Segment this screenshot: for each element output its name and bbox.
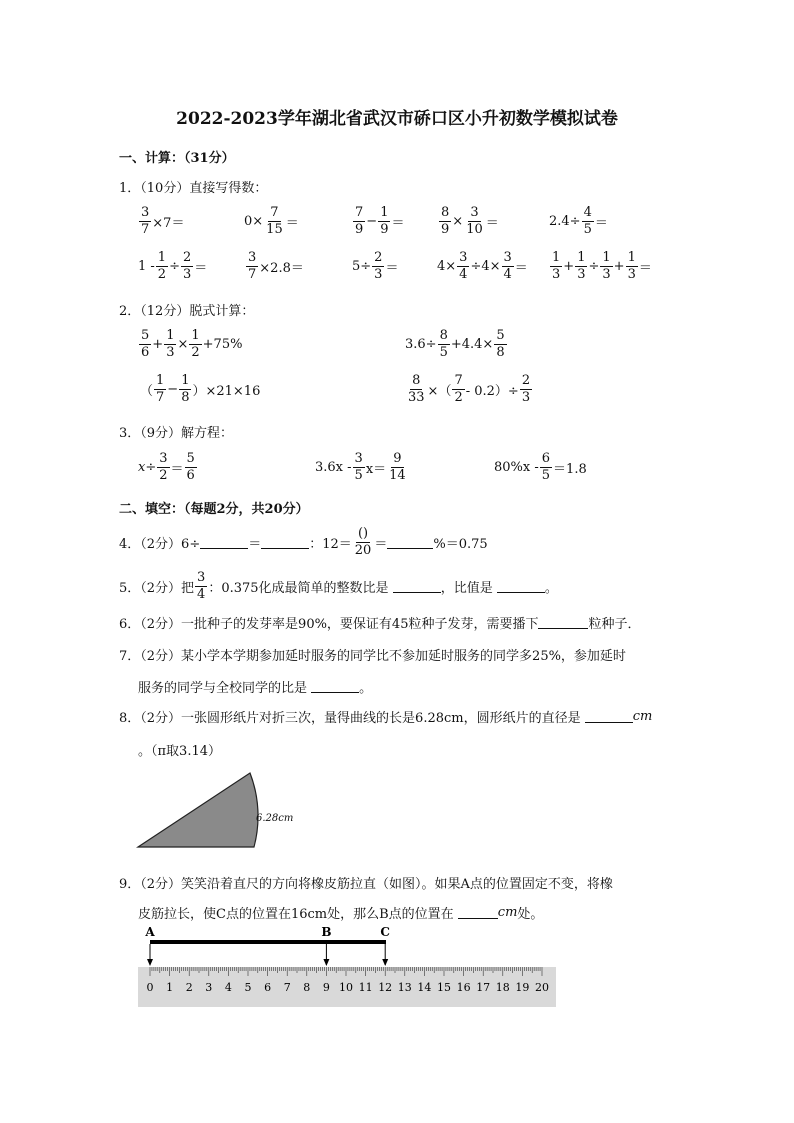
question-7-line-1: 7．（2分）某小学本学期参加延时服务的同学比不参加延时服务的同学多25%，参加延时 <box>119 649 626 664</box>
q1-item-4: $\frac{8}{9}$ × $\frac{3}{10}$ ＝ <box>441 205 499 237</box>
arrow-down-icon <box>382 959 388 966</box>
ruler-tick-label: 18 <box>495 981 510 994</box>
fraction: $\frac{3}{4}$ <box>197 570 206 602</box>
fraction: $\frac{8}{5}$ <box>439 328 448 360</box>
fraction: $\frac{7}{9}$ <box>355 205 364 237</box>
fraction: $\frac{3}{4}$ <box>503 250 512 282</box>
arrow-down-icon <box>323 959 329 966</box>
fraction: $\frac{1}{3}$ <box>627 250 636 282</box>
question-9-line-2: 皮筋拉长，使C点的位置在16cm处，那么B点的位置在 cm 处。 <box>138 905 544 922</box>
ruler-tick-label: 0 <box>146 981 154 994</box>
fraction: $\frac{5}{6}$ <box>186 451 195 483</box>
ruler-tick-label: 8 <box>303 981 311 994</box>
answer-blank[interactable] <box>538 616 588 629</box>
fraction: $\frac{1}{7}$ <box>156 373 165 405</box>
q3-equation-1: x÷ $\frac{3}{2}$ ＝ $\frac{5}{6}$ <box>138 451 195 483</box>
sector-figure <box>130 765 310 865</box>
ruler-tick-label: 16 <box>456 981 471 994</box>
q1-item-5: 2.4÷ $\frac{4}{5}$ ＝ <box>549 205 608 237</box>
answer-blank[interactable] <box>200 536 248 549</box>
fraction: $\frac{5}{8}$ <box>496 328 505 360</box>
answer-blank[interactable] <box>393 580 441 593</box>
question-5: 5．（2分）把 $\frac{3}{4}$ ：0.375化成最简单的整数比是 ，比值是 。 <box>119 570 558 602</box>
ruler-tick-label: 6 <box>264 981 272 994</box>
fraction: $\frac{7}{2}$ <box>454 373 463 405</box>
answer-blank[interactable] <box>585 710 633 723</box>
q2-expression-1: $\frac{5}{6}$ + $\frac{1}{3}$ × $\frac{1}{2}$ +75% <box>141 328 243 360</box>
question-6: 6．（2分）一批种子的发芽率是90%，要保证有45粒种子发芽，需要播下 粒种子． <box>119 617 641 632</box>
ruler-tick-label: 19 <box>515 981 530 994</box>
fraction: $\frac{1}{9}$ <box>380 205 389 237</box>
question-9-line-1: 9．（2分）笑笑沿着直尺的方向将橡皮筋拉直（如图）。如果A点的位置固定不变，将橡 <box>119 877 613 892</box>
question-7-line-2: 服务的同学与全校同学的比是 。 <box>138 681 373 696</box>
ruler-tick-label: 5 <box>244 981 252 994</box>
q2-expression-3: （ $\frac{1}{7}$ − $\frac{1}{8}$ ）×21×16 <box>140 373 261 405</box>
fraction: $\frac{1}{3}$ <box>166 328 175 360</box>
point-label-B: B <box>321 925 332 939</box>
fraction: $\frac{7}{15}$ <box>266 205 283 237</box>
fraction: $\frac{4}{5}$ <box>583 205 592 237</box>
q1-item-6: 1 - $\frac{1}{2}$ ÷ $\frac{2}{3}$ ＝ <box>138 250 208 282</box>
question-2-stem: 2．（12分）脱式计算： <box>119 304 255 319</box>
q1-item-1: $\frac{3}{7}$ ×7＝ <box>141 205 185 237</box>
q3-equation-3: 80%x - $\frac{6}{5}$ ＝1.8 <box>494 451 587 483</box>
ruler-tick-label: 13 <box>397 981 412 994</box>
fraction: $\frac{9}{14}$ <box>389 451 406 483</box>
fraction: $\frac{3}{2}$ <box>159 451 168 483</box>
question-4: 4．（2分）6÷ ＝ ：12＝ $\frac{()}{20}$ ＝ %＝0.75 <box>119 526 488 558</box>
ruler-tick-label: 1 <box>166 981 174 994</box>
point-label-C: C <box>380 925 390 939</box>
ruler-tick-label: 15 <box>437 981 451 994</box>
q1-item-3: $\frac{7}{9}$ − $\frac{1}{9}$ ＝ <box>355 205 405 237</box>
q3-equation-2: 3.6x - $\frac{3}{5}$ x＝ $\frac{9}{14}$ <box>315 451 406 483</box>
section-calculation-heading: 一、计算：（31分） <box>119 151 235 166</box>
q1-item-8: 5÷ $\frac{2}{3}$ ＝ <box>352 250 399 282</box>
arc-length-label: 6.28cm <box>256 813 294 824</box>
ruler-tick-label: 9 <box>322 981 330 994</box>
fraction: $\frac{2}{3}$ <box>182 250 192 282</box>
fraction: $\frac{1}{3}$ <box>552 250 561 282</box>
fraction: $\frac{3}{5}$ <box>354 451 363 483</box>
fraction: $\frac{5}{6}$ <box>141 328 150 360</box>
q1-item-2: 0× $\frac{7}{15}$ ＝ <box>244 205 299 237</box>
q1-item-10: $\frac{1}{3}$ + $\frac{1}{3}$ ÷ $\frac{1}{3}$ + $\frac{1}{3}$ ＝ <box>552 250 652 282</box>
section-fill-in-heading: 二、填空：（每题2分，共20分） <box>119 502 309 517</box>
q2-expression-4: $\frac{8}{33}$ ×（ $\frac{7}{2}$ - 0.2）÷ $\frac{2}{3}$ <box>408 373 531 405</box>
question-3-stem: 3．（9分）解方程： <box>119 426 234 441</box>
arrow-down-icon <box>147 959 153 966</box>
point-label-A: A <box>145 925 155 939</box>
fraction: $\frac{8}{9}$ <box>441 205 450 237</box>
fraction: $\frac{3}{10}$ <box>466 205 483 237</box>
fraction: $\frac{()}{20}$ <box>354 526 372 558</box>
ruler-figure <box>138 925 558 1007</box>
fraction: $\frac{8}{33}$ <box>408 373 425 405</box>
ruler-tick-label: 14 <box>417 981 432 994</box>
fraction: $\frac{1}{3}$ <box>577 250 586 282</box>
ruler-tick-label: 4 <box>224 981 232 994</box>
ruler-tick-label: 11 <box>358 981 373 994</box>
answer-blank[interactable] <box>387 536 433 549</box>
question-1-stem: 1．（10分）直接写得数： <box>119 181 268 196</box>
answer-blank[interactable] <box>497 580 545 593</box>
fraction: $\frac{6}{5}$ <box>541 451 551 483</box>
fraction: $\frac{3}{4}$ <box>459 250 468 282</box>
q2-expression-2: 3.6÷ $\frac{8}{5}$ +4.4× $\frac{5}{8}$ <box>405 328 505 360</box>
ruler-tick-label: 7 <box>283 981 291 994</box>
q1-item-9: 4× $\frac{3}{4}$ ÷4× $\frac{3}{4}$ ＝ <box>437 250 528 282</box>
question-8-line-2: 。（π取3.14） <box>138 744 221 759</box>
ruler-tick-label: 3 <box>205 981 213 994</box>
fraction: $\frac{2}{3}$ <box>521 373 531 405</box>
ruler-tick-label: 2 <box>185 981 193 994</box>
sector-shape <box>138 773 258 847</box>
ruler-tick-label: 10 <box>339 981 353 994</box>
ruler-tick-label: 20 <box>535 981 549 994</box>
fraction: $\frac{1}{2}$ <box>191 328 200 360</box>
page-title: 2022-2023学年湖北省武汉市硚口区小升初数学模拟试卷 <box>176 109 618 129</box>
fraction: $\frac{3}{7}$ <box>248 250 257 282</box>
question-8-line-1: 8．（2分）一张圆形纸片对折三次，量得曲线的长是6.28cm，圆形纸片的直径是 cm <box>119 709 653 726</box>
ruler-tick-label: 17 <box>476 981 491 994</box>
ruler-tick-label: 12 <box>378 981 393 994</box>
answer-blank[interactable] <box>311 680 359 693</box>
fraction: $\frac{3}{7}$ <box>141 205 150 237</box>
fraction: $\frac{1}{3}$ <box>602 250 611 282</box>
fraction: $\frac{1}{2}$ <box>157 250 167 282</box>
fraction: $\frac{2}{3}$ <box>374 250 383 282</box>
q1-item-7: $\frac{3}{7}$ ×2.8＝ <box>248 250 304 282</box>
answer-blank[interactable] <box>458 906 498 919</box>
answer-blank[interactable] <box>261 536 309 549</box>
fraction: $\frac{1}{8}$ <box>181 373 190 405</box>
